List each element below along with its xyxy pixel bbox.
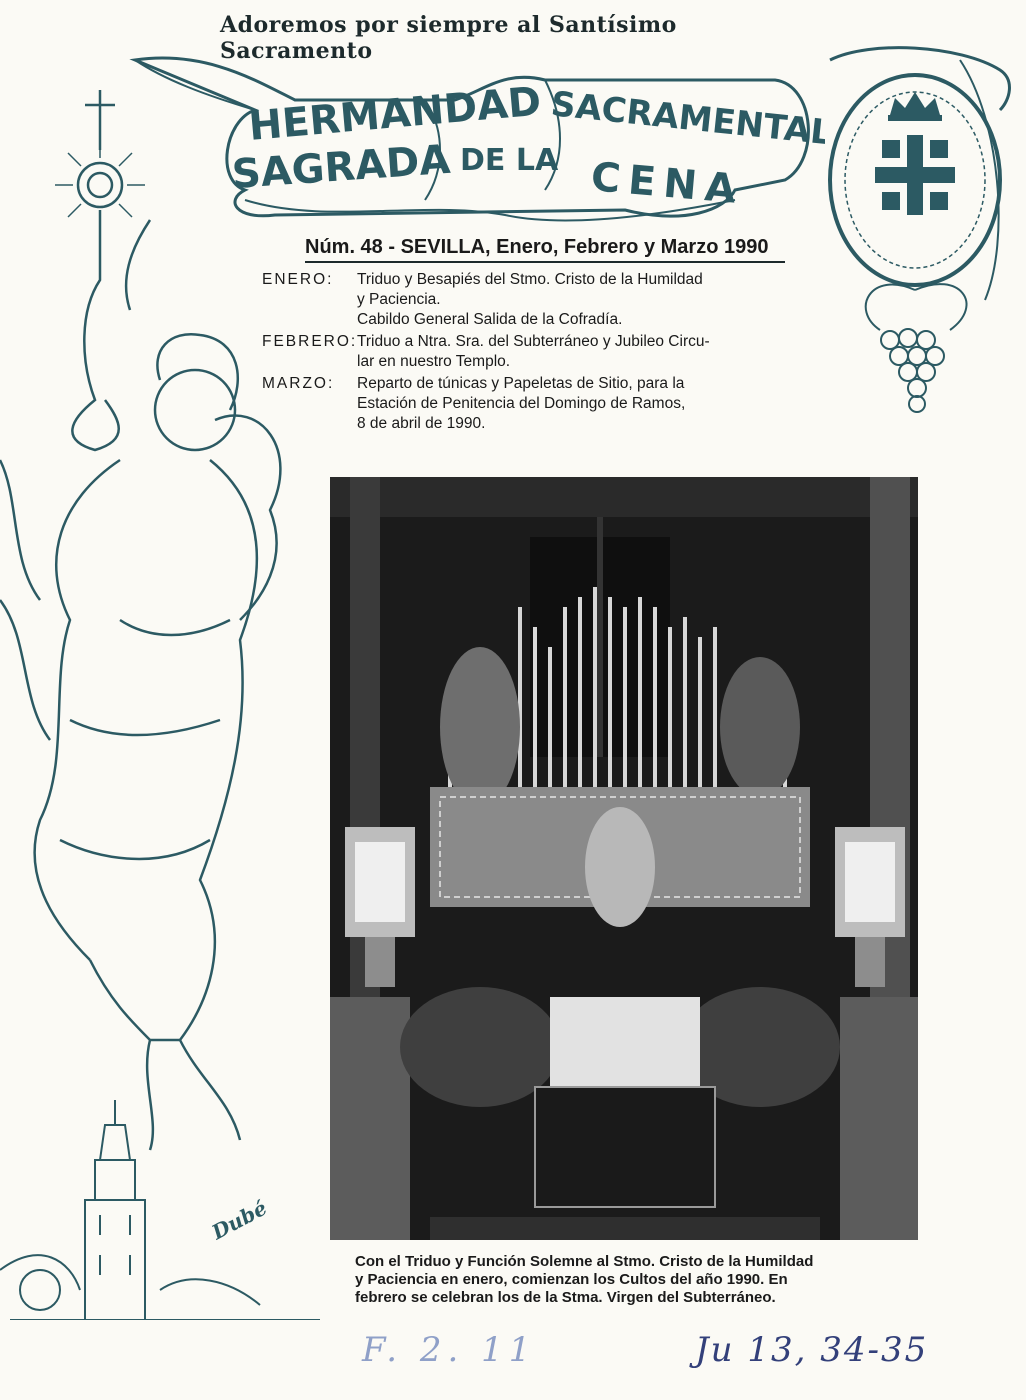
schedule-line: Estación de Penitencia del Domingo de Ramos,: [357, 395, 686, 412]
brotherhood-seal: [810, 40, 1020, 430]
banner-word-cena: CENA: [589, 154, 746, 214]
schedule-line: 8 de abril de 1990.: [357, 415, 486, 432]
schedule-item-febrero: [262, 332, 807, 372]
schedule-line: Triduo a Ntra. Sra. del Subterráneo y Jubileo Circu-: [357, 333, 710, 350]
banner-word-hermandad: HERMANDAD: [246, 78, 543, 150]
angel-figure: [0, 220, 280, 1150]
schedule-description: [357, 270, 807, 330]
schedule-description: [357, 332, 807, 372]
schedule-line: Cabildo General Salida de la Cofradía.: [357, 311, 623, 328]
issue-line: Núm. 48 - SEVILLA, Enero, Febrero y Marzo 1990: [305, 236, 785, 263]
motto-heading: Adoremos por siempre al Santísimo Sacramento: [220, 12, 677, 64]
cross-icon: [875, 135, 955, 215]
schedule-month: ENERO:: [262, 271, 334, 288]
schedule-month: FEBRERO:: [262, 333, 358, 350]
grapes-icon: [866, 284, 967, 412]
banner-word-sacramental: SACRAMENTAL: [549, 84, 825, 154]
banner-word-de-la: DE LA: [460, 143, 559, 178]
schedule-item-marzo: [262, 374, 807, 434]
schedule-item-enero: [262, 270, 807, 330]
schedule-line: Reparto de túnicas y Papeletas de Sitio, para la: [357, 375, 685, 392]
angel-illustration: [0, 80, 330, 1200]
schedule-list: [262, 270, 807, 436]
schedule-month: MARZO:: [262, 375, 335, 392]
banner-word-sagrada: SAGRADA: [230, 136, 452, 198]
caption-line: Con el Triduo y Función Solemne al Stmo. Cristo de la Humildad: [355, 1253, 814, 1270]
artist-signature: Dubé: [207, 1195, 271, 1245]
crown-icon: [888, 92, 942, 121]
photo-caption: [355, 1253, 915, 1307]
handwritten-note-left: F. 2. 11: [362, 1330, 537, 1370]
schedule-description: [357, 374, 807, 434]
schedule-line: lar en nuestro Templo.: [357, 353, 511, 370]
caption-line: febrero se celebran los de la Stma. Virgen del Subterráneo.: [355, 1289, 776, 1306]
giralda-illustration: [0, 1090, 330, 1320]
altar-photo: [330, 477, 918, 1240]
schedule-line: Triduo y Besapiés del Stmo. Cristo de la Humildad: [357, 271, 703, 288]
caption-line: y Paciencia en enero, comienzan los Cultos del año 1990. En: [355, 1271, 788, 1288]
schedule-line: y Paciencia.: [357, 291, 441, 308]
handwritten-note-right: Ju 13, 34-35: [695, 1330, 929, 1370]
monstrance-icon: [55, 90, 145, 450]
